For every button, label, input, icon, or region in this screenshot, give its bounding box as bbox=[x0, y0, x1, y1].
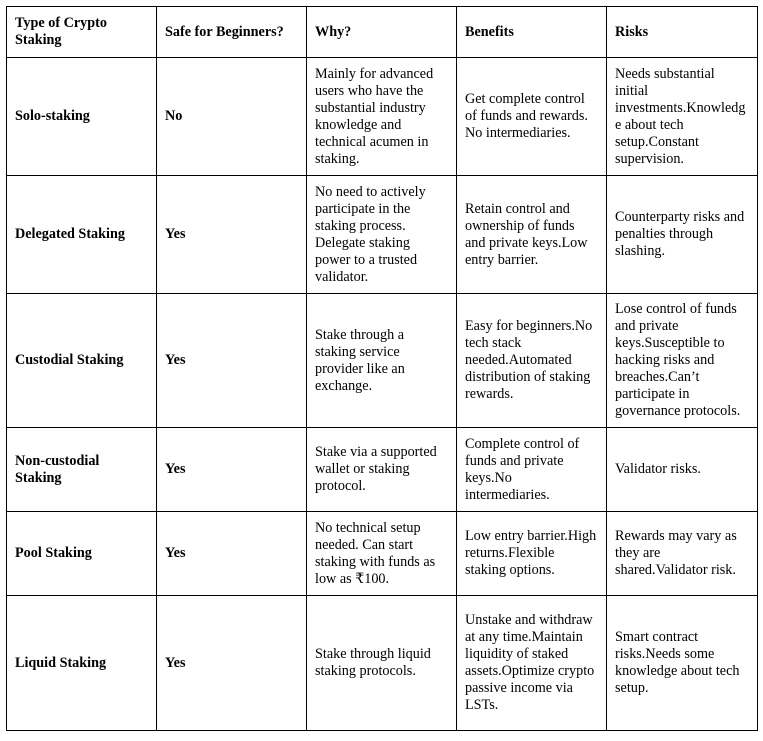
header-safe: Safe for Beginners? bbox=[157, 7, 307, 58]
table-row bbox=[7, 176, 758, 294]
benefits-cell: Retain control and ownership of funds and private keys.Low entry barrier. bbox=[457, 176, 607, 294]
safe-cell: Yes bbox=[157, 512, 307, 596]
why-cell: Stake via a supported wallet or staking protocol. bbox=[307, 428, 457, 512]
risks-cell: Smart contract risks.Needs some knowledge about tech setup. bbox=[607, 596, 758, 731]
benefits-cell: Unstake and withdraw at any time.Maintain liquidity of staked assets.Optimize crypto passive income via LSTs. bbox=[457, 596, 607, 731]
risks-cell: Lose control of funds and private keys.Susceptible to hacking risks and breaches.Can’t participate in governance protocols. bbox=[607, 294, 758, 428]
risks-cell: Rewards may vary as they are shared.Validator risk. bbox=[607, 512, 758, 596]
table-row bbox=[7, 512, 758, 596]
type-cell: Solo-staking bbox=[7, 58, 157, 176]
table-row bbox=[7, 428, 758, 512]
type-cell: Liquid Staking bbox=[7, 596, 157, 731]
benefits-cell: Easy for beginners.No tech stack needed.Automated distribution of staking rewards. bbox=[457, 294, 607, 428]
safe-cell: Yes bbox=[157, 294, 307, 428]
staking-types-table bbox=[6, 6, 758, 731]
risks-cell: Validator risks. bbox=[607, 428, 758, 512]
type-cell: Delegated Staking bbox=[7, 176, 157, 294]
table-row bbox=[7, 58, 758, 176]
why-cell: Mainly for advanced users who have the substantial industry knowledge and technical acumen in staking. bbox=[307, 58, 457, 176]
header-risks: Risks bbox=[607, 7, 758, 58]
header-type: Type of Crypto Staking bbox=[7, 7, 157, 58]
header-benefits: Benefits bbox=[457, 7, 607, 58]
type-cell: Custodial Staking bbox=[7, 294, 157, 428]
table-row bbox=[7, 294, 758, 428]
why-cell: No technical setup needed. Can start staking with funds as low as ₹100. bbox=[307, 512, 457, 596]
risks-cell: Needs substantial initial investments.Knowledge about tech setup.Constant supervision. bbox=[607, 58, 758, 176]
benefits-cell: Low entry barrier.High returns.Flexible staking options. bbox=[457, 512, 607, 596]
safe-cell: No bbox=[157, 58, 307, 176]
why-cell: Stake through a staking service provider like an exchange. bbox=[307, 294, 457, 428]
type-cell: Pool Staking bbox=[7, 512, 157, 596]
benefits-cell: Complete control of funds and private keys.No intermediaries. bbox=[457, 428, 607, 512]
benefits-cell: Get complete control of funds and rewards. No intermediaries. bbox=[457, 58, 607, 176]
type-cell: Non-custodial Staking bbox=[7, 428, 157, 512]
header-why: Why? bbox=[307, 7, 457, 58]
safe-cell: Yes bbox=[157, 176, 307, 294]
risks-cell: Counterparty risks and penalties through slashing. bbox=[607, 176, 758, 294]
table-row bbox=[7, 596, 758, 731]
safe-cell: Yes bbox=[157, 596, 307, 731]
why-cell: Stake through liquid staking protocols. bbox=[307, 596, 457, 731]
why-cell: No need to actively participate in the staking process. Delegate staking power to a trusted validator. bbox=[307, 176, 457, 294]
table-header-row bbox=[7, 7, 758, 58]
safe-cell: Yes bbox=[157, 428, 307, 512]
